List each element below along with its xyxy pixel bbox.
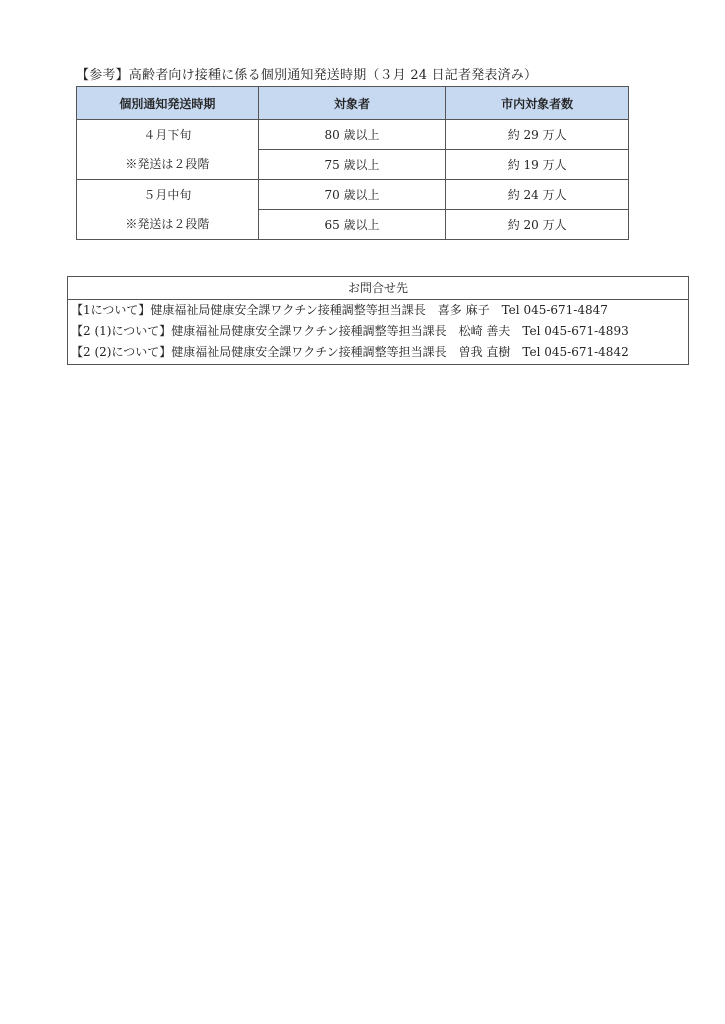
target-cell: 80 歳以上 <box>258 120 446 150</box>
target-cell: 75 歳以上 <box>258 150 446 180</box>
period-main: ４月下旬 <box>143 127 192 142</box>
count-cell: 約 24 万人 <box>446 180 629 210</box>
header-period: 個別通知発送時期 <box>77 87 259 120</box>
table-row <box>77 180 629 210</box>
table-row <box>77 120 629 150</box>
count-cell: 約 29 万人 <box>446 120 629 150</box>
period-cell <box>77 180 259 240</box>
period-note: ※発送は２段階 <box>125 216 210 231</box>
contact-box <box>67 276 689 365</box>
count-cell: 約 20 万人 <box>446 210 629 240</box>
count-cell: 約 19 万人 <box>446 150 629 180</box>
target-cell: 70 歳以上 <box>258 180 446 210</box>
header-count: 市内対象者数 <box>446 87 629 120</box>
target-cell: 65 歳以上 <box>258 210 446 240</box>
period-cell <box>77 120 259 180</box>
period-main: ５月中旬 <box>143 187 192 202</box>
contact-line-2-1: 【2 (1)について】健康福祉局健康安全課ワクチン接種調整等担当課長 松崎 善夫 Tel 045-671-4893 <box>71 324 629 338</box>
contact-heading: お問合せ先 <box>68 277 688 300</box>
reference-title: 【参考】高齢者向け接種に係る個別通知発送時期（３月 24 日記者発表済み） <box>76 68 538 83</box>
header-target: 対象者 <box>258 87 446 120</box>
notification-schedule-table <box>76 86 629 240</box>
period-note: ※発送は２段階 <box>125 156 210 171</box>
contact-line-2-2: 【2 (2)について】健康福祉局健康安全課ワクチン接種調整等担当課長 曽我 直樹 Tel 045-671-4842 <box>71 345 629 359</box>
table-header-row <box>77 87 629 120</box>
contact-line-1: 【1について】健康福祉局健康安全課ワクチン接種調整等担当課長 喜多 麻子 Tel 045-671-4847 <box>71 303 608 317</box>
